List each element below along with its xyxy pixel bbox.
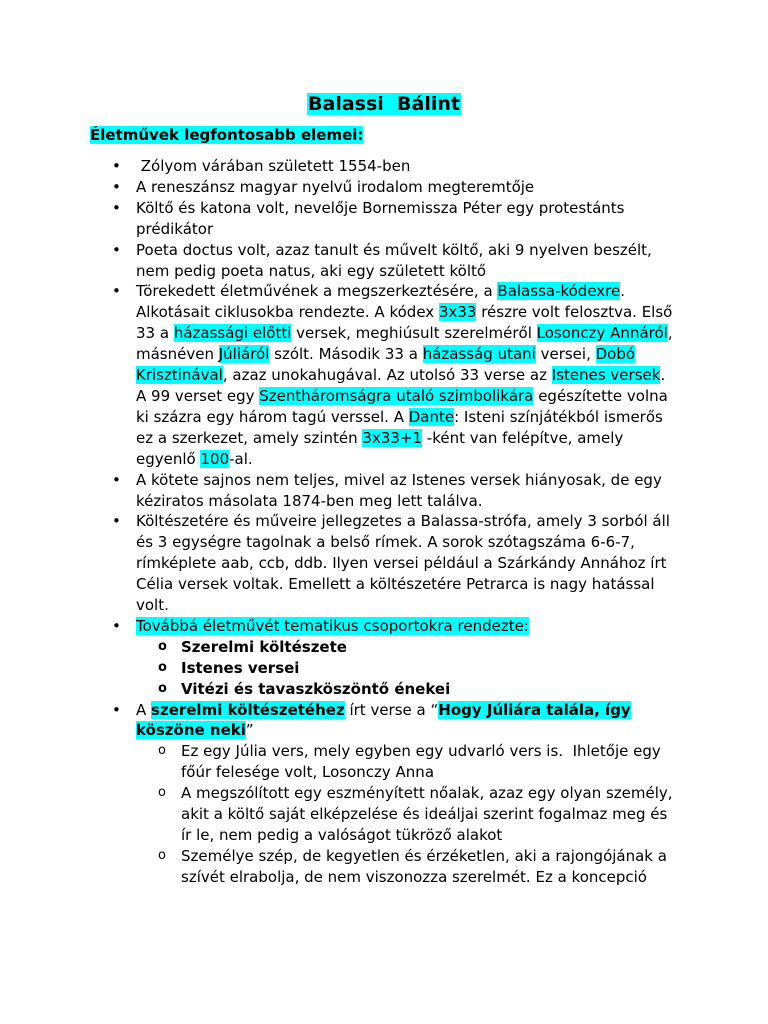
bullet-list — [90, 156, 680, 888]
list-item-manuscript: • A kötete sajnos nem teljes, mivel az Istenes versek hiányosak, de egy kéziratos másolata 1874-ben meg lett találva. — [90, 470, 680, 512]
list-item-balassa-strofa: • Költészetére és műveire jellegzetes a Balassa-strófa, amely 3 sorból áll és 3 egységre tagolnak a belső rímek. A sorok szótagszáma 6-6-7, rímképlete aab, ccb, ddb. Ilyen versei például a Szárkándy Annához írt Célia versek voltak. Emellett a költészetére Petrarca is nagy hatással volt. — [90, 511, 680, 616]
highlight-text: Losonczy Annáról — [536, 324, 668, 343]
highlight-text: 3x33+1 — [362, 428, 423, 447]
sub-item-heroic: o Vitézi és tavaszköszöntő énekei — [136, 679, 680, 700]
list-item-poet-soldier: • Költő és katona volt, nevelője Bornemissza Péter egy protestánts prédikátor — [90, 198, 680, 240]
sub-list-themes — [136, 637, 680, 700]
sub-item-julia-1: o Ez egy Júlia vers, mely egyben egy udvarló vers is. Ihletője egy főúr felesége volt, Losonczy Anna — [136, 741, 680, 783]
highlight-text: szerelmi költészetéhez — [151, 700, 345, 719]
highlight-text: 100 — [200, 449, 230, 468]
sub-item-julia-2: o A megszólított egy eszményített nőalak, azaz egy olyan személy, akit a költő saját elképzelése és ideáljai szerint fogalmaz meg és ír le, nem pedig a valóságot tükröző alakot — [136, 783, 680, 846]
highlight-text: Istenes versek — [551, 366, 661, 385]
sub-list-julia — [136, 741, 680, 887]
list-item-renaissance: • A reneszánsz magyar nyelvű irodalom megteremtője — [90, 177, 680, 198]
highlight-text: 3x33 — [438, 303, 477, 322]
list-item-birth: • Zólyom várában született 1554-ben — [90, 156, 680, 177]
list-item-poeta-doctus: • Poeta doctus volt, azaz tanult és művelt költő, aki 9 nyelven beszélt, nem pedig poeta natus, aki egy született költő — [90, 240, 680, 282]
section-subtitle: Életművek legfontosabb elemei: — [90, 126, 364, 144]
highlight-text: Dante — [408, 407, 455, 426]
sub-item-love-poetry: o Szerelmi költészete — [136, 637, 680, 658]
list-item-codex: • Törekedett életművének a megszerkeztésére, a Balassa-kódexre. Alkotásait ciklusokba rendezte. A kódex 3x33 részre volt felosztva. Első 33 a házassági előtti versek, meghiúsult szerelméről Losonczy Annáról, másnéven Júliáról szólt. Második 33 a házasság utani versei, Dobó Krisztinával, azaz unokahugával. Az utolsó 33 verse az Istenes versek. A 99 verset egy Szentháromságra utaló szimbolikára egészítette volna ki százra egy három tagú verssel. A Dante: Isteni színjátékból ismerős ez a szerkezet, amely szintén 3x33+1 -ként van felépítve, amely egyenlő 100-al. — [90, 281, 680, 469]
highlight-text: Balassa-kódexre — [497, 282, 621, 301]
highlight-text: Továbbá életművét tematikus csoportokra rendezte: — [136, 616, 529, 635]
list-item-thematic-groups — [90, 616, 680, 700]
highlight-text: Szentháromságra utaló szimbolikára — [259, 386, 534, 405]
highlight-text: Hogy Júliára talála, így köszöne neki — [136, 700, 631, 740]
list-item-julia-poem: • A szerelmi költészetéhez írt verse a “Hogy Júliára talála, így köszöne neki” o Ez egy Júlia vers, mely egyben egy udvarló vers is. Ihletője egy főúr felesége volt, Losonczy Anna o A megszólított egy eszményített nőalak, azaz egy olyan személy, akit a költő saját elképzelése és ideáljai szerint fogalmaz meg és ír le, nem pedig a valóságot tükröző alakot o Személye szép, de kegyetlen és érzéketlen, aki a rajongójának a szívét elrabolja, de nem viszonozza szerelmét. Ez a koncepció — [90, 700, 680, 888]
highlight-text: Dobó Krisztinával — [136, 345, 636, 385]
highlight-text: Júliáról — [218, 345, 270, 364]
highlight-text: házasság utani — [422, 345, 536, 364]
highlight-text: házassági előtti — [173, 324, 292, 343]
sub-item-religious: o Istenes versei — [136, 658, 680, 679]
document-title: Balassi Bálint — [308, 93, 460, 115]
sub-item-julia-3: o Személye szép, de kegyetlen és érzéketlen, aki a rajongójának a szívét elrabolja, de nem viszonozza szerelmét. Ez a koncepció — [136, 846, 680, 888]
